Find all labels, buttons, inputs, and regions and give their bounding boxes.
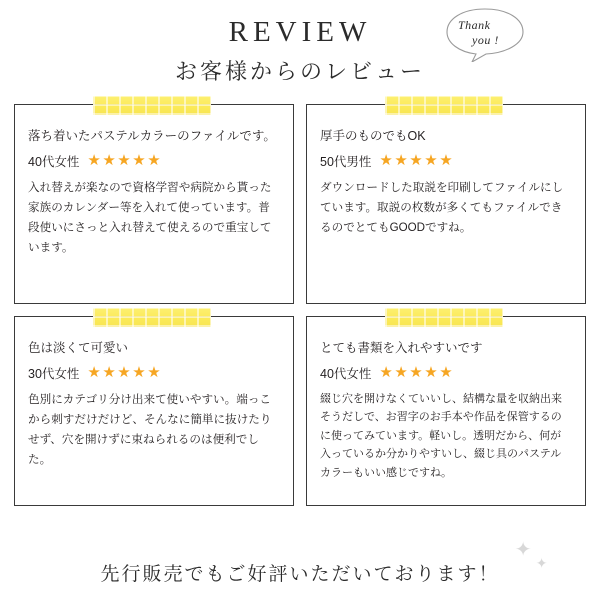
review-body: ダウンロードした取説を印刷してファイルにしています。取説の枚数が多くてもファイルできるのでとてもGOODですね。	[320, 180, 564, 234]
reviewer-demographic: 30代女性	[28, 366, 80, 381]
review-rating-row	[320, 364, 572, 382]
reviewer-demographic: 40代女性	[28, 154, 80, 169]
thank-you-line1: Thank	[458, 18, 491, 32]
footer-message	[100, 539, 550, 586]
review-card	[14, 316, 294, 506]
reviewer-demographic: 50代男性	[320, 154, 372, 169]
thank-you-line2: you !	[472, 33, 499, 47]
review-body: 綴じ穴を開けなくていいし、結構な量を収納出来そうだしで、お習字のお手本や作品を保管するのに使ってみています。軽いし。透明だから、何が入っているか分かりやすいし、綴じ具のパステルカラーもいい感じですね。	[320, 392, 562, 479]
page-title-jp: お客様からのレビュー	[174, 59, 425, 84]
sparkle-icon: ✦	[514, 539, 534, 561]
review-card	[306, 316, 586, 506]
star-rating-icon: ★★★★★	[87, 364, 163, 382]
review-title: 厚手のものでもOK	[320, 129, 426, 143]
washi-tape-decoration	[385, 308, 503, 327]
review-card-grid	[14, 104, 586, 506]
review-title: 色は淡くて可愛い	[28, 341, 129, 355]
review-card	[306, 104, 586, 304]
footer-message-text: 先行販売でもご好評いただいております！	[100, 564, 500, 585]
thank-you-badge	[442, 6, 528, 62]
washi-tape-decoration	[93, 96, 211, 115]
reviewer-demographic: 40代女性	[320, 366, 372, 381]
review-body: 色別にカテゴリ分け出来て使いやすい。端っこから刺すだけだけど、そんなに簡単に抜けたりせず、穴を開けずに束ねられるのは便利でした。	[28, 392, 272, 466]
washi-tape-decoration	[385, 96, 503, 115]
review-rating-row	[28, 364, 280, 382]
star-rating-icon: ★★★★★	[379, 364, 455, 382]
star-rating-icon: ★★★★★	[87, 152, 163, 170]
review-title: とても書類を入れやすいです	[320, 341, 483, 355]
review-rating-row	[28, 152, 280, 170]
page-title-en: REVIEW	[228, 16, 372, 48]
star-rating-icon: ★★★★★	[379, 152, 455, 170]
page-footer	[0, 539, 600, 586]
review-body: 入れ替えが楽なので資格学習や病院から貰った家族のカレンダー等を入れて使っています。普段使いにさっと入れ替えて使えるので重宝しています。	[28, 180, 272, 254]
review-title: 落ち着いたパステルカラーのファイルです。	[28, 129, 276, 143]
page-header	[0, 0, 600, 100]
review-card	[14, 104, 294, 304]
sparkle-icon: ✦	[535, 555, 550, 571]
review-rating-row	[320, 152, 572, 170]
washi-tape-decoration	[93, 308, 211, 327]
